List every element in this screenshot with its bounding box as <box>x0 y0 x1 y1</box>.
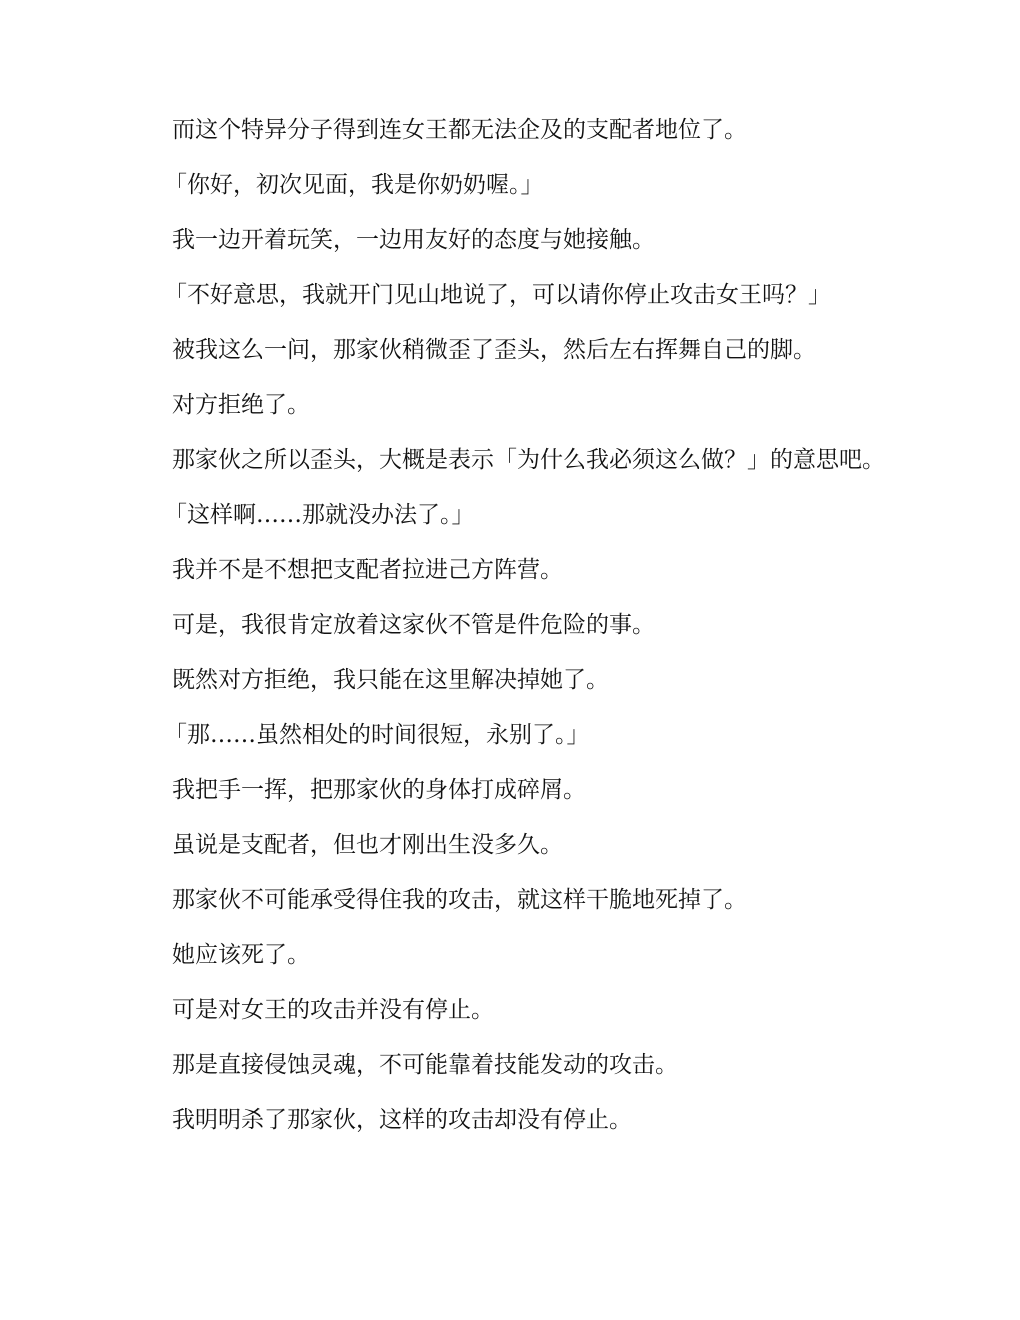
paragraph: 我一边开着玩笑，一边用友好的态度与她接触。 <box>172 227 655 253</box>
paragraph: 对方拒绝了。 <box>172 392 310 418</box>
paragraph: 可是，我很肯定放着这家伙不管是件危险的事。 <box>172 612 655 638</box>
dialogue-paragraph: 「你好，初次见面，我是你奶奶喔。」 <box>164 172 544 198</box>
paragraph: 我并不是不想把支配者拉进己方阵营。 <box>172 557 563 583</box>
paragraph: 我把手一挥，把那家伙的身体打成碎屑。 <box>172 777 586 803</box>
paragraph: 她应该死了。 <box>172 942 310 968</box>
dialogue-paragraph: 「不好意思，我就开门见山地说了，可以请你停止攻击女王吗？」 <box>164 282 831 308</box>
paragraph: 而这个特异分子得到连女王都无法企及的支配者地位了。 <box>172 117 747 143</box>
paragraph: 那家伙之所以歪头，大概是表示「为什么我必须这么做？」的意思吧。 <box>172 447 885 473</box>
paragraph: 可是对女王的攻击并没有停止。 <box>172 997 494 1023</box>
dialogue-paragraph: 「这样啊……那就没办法了。」 <box>164 502 475 528</box>
paragraph: 被我这么一问，那家伙稍微歪了歪头，然后左右挥舞自己的脚。 <box>172 337 816 363</box>
paragraph: 既然对方拒绝，我只能在这里解决掉她了。 <box>172 667 609 693</box>
document-body <box>120 114 900 1159</box>
paragraph: 我明明杀了那家伙，这样的攻击却没有停止。 <box>172 1107 632 1133</box>
paragraph: 虽说是支配者，但也才刚出生没多久。 <box>172 832 563 858</box>
paragraph: 那是直接侵蚀灵魂，不可能靠着技能发动的攻击。 <box>172 1052 678 1078</box>
paragraph: 那家伙不可能承受得住我的攻击，就这样干脆地死掉了。 <box>172 887 747 913</box>
dialogue-paragraph: 「那……虽然相处的时间很短，永别了。」 <box>164 722 590 748</box>
